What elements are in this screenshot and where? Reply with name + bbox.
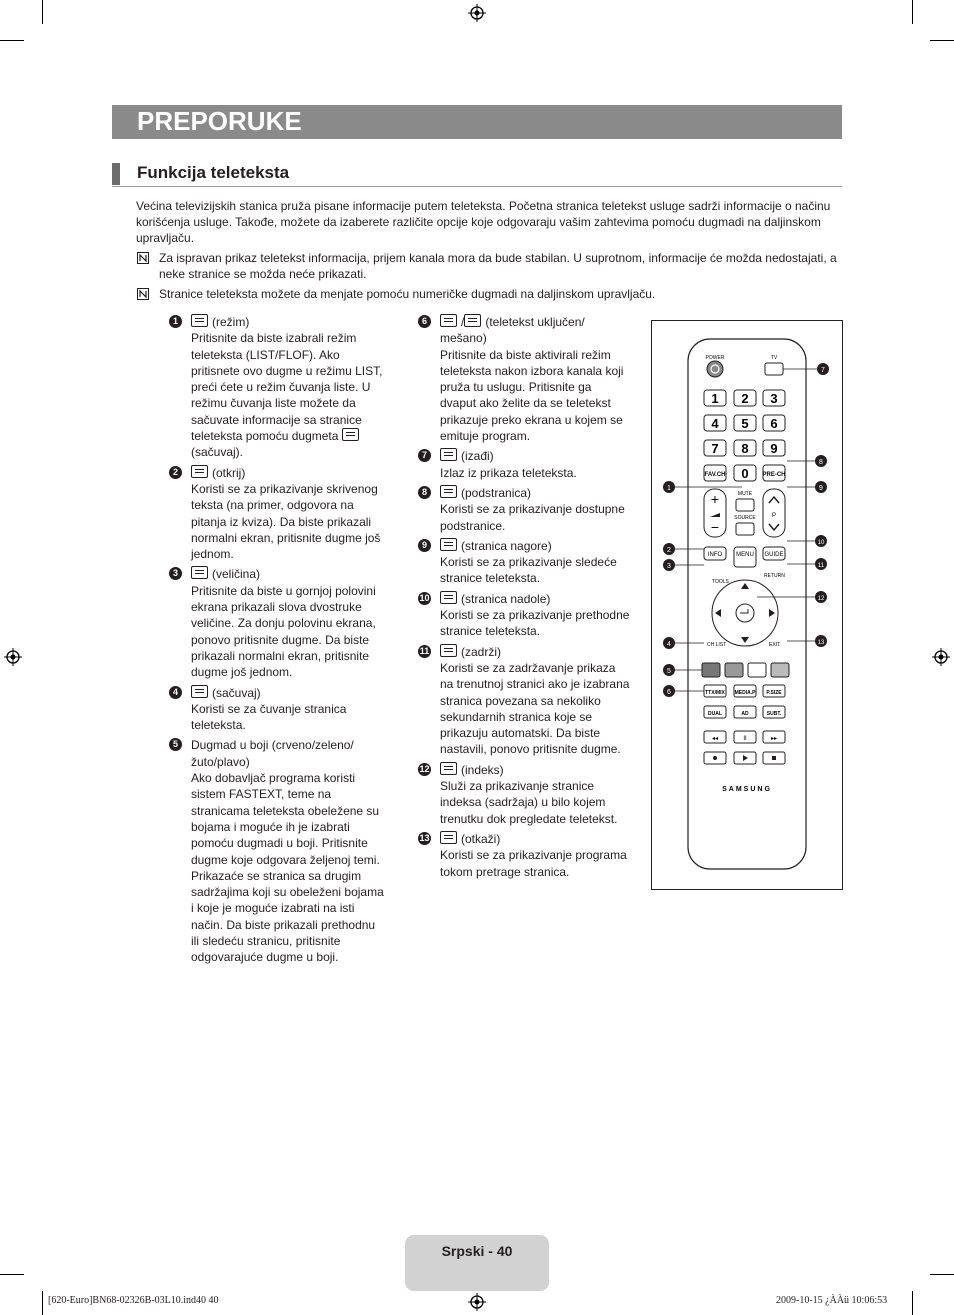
exit-icon [440,448,457,461]
channel-p-label: P [771,513,777,519]
note-text: Stranice teleteksta možete da menjate pomoću numeričke dugmadi na daljinskom upravljaču. [159,287,656,301]
note-text: Za ispravan prikaz teletekst informacija, prijem kanala mora da bude stabilan. U suprotnom, informacije će možda nedostajati, a neke stranice se možda neće prikazati. [159,251,837,281]
digit-label: 2 [741,391,749,406]
item-description: Koristi se za čuvanje stranica teleteksta. [191,701,347,733]
index-icon [440,762,457,775]
page-number-tab [405,1235,549,1291]
page-title-bar [112,105,842,139]
source-label: SOURCE [734,515,756,521]
item-label: (režim) [212,315,250,329]
items-column-right [418,314,630,884]
digit-label: 7 [711,441,719,456]
rewind-icon: ◂◂ [711,736,719,742]
list-item [418,485,630,534]
crop-mark [0,40,24,41]
item-number: 1 [169,315,182,328]
section-marker [112,163,120,185]
ch-list-label: CH LIST [707,642,727,648]
digit-label: 6 [770,416,778,431]
print-slug-left: [620-Euro]BN68-02326B-03L10.ind40 40 [48,1295,219,1306]
red-button [702,663,720,677]
item-label: Dugmad u boji (crveno/zeleno/ žuto/plavo) [191,738,354,769]
tv-label: TV [770,355,778,361]
crop-mark [930,40,954,41]
item-description: Pritisnite da biste u gornjoj polovini ekrana prikazali slova dvostruke veličine. Za donju polovinu ekrana, ponovo pritisnite dugme. Da biste prikazali normalni ekran, pritisnite dugme još jednom. [191,583,376,680]
registration-mark-icon [468,1293,486,1311]
list-item [169,465,384,563]
remote-illustration-frame [651,320,843,890]
item-description: Koristi se za prikazivanje programa tokom pretrage stranica. [440,848,627,879]
list-item: 6 / (teletekst uključen/ mešano) Pritisnite da biste aktivirali režim teleteksta nakon izbora kanala koji pruža tu uslugu. Pritisnite ga dvaput ako želite da se teletekst prikazuje preko ekrana u kojem se emituje program. [418,314,630,444]
item-description: Koristi se za zadržavanje prikaza na trenutnoj stranici ako je izabrana stranica povezana sa nekoliko sekundarnih stranica koje se prikazuju automatski. Da biste nastavili, ponovo pritisnite dugme. [440,660,630,757]
item-number: 7 [418,449,431,462]
digit-label: 8 [741,441,749,456]
mute-label: MUTE [737,491,753,497]
ad-label: AD [741,711,749,717]
item-number: 9 [418,539,431,552]
note-icon [137,252,149,264]
item-label: (izađi) [461,449,494,464]
list-item [418,591,630,640]
item-number: 3 [169,567,182,580]
remote-illustration [652,321,842,889]
callout-number: 8 [819,459,823,466]
item-label: (veličina) [212,567,261,582]
sub-page-icon [440,485,457,498]
item-number: 4 [169,686,182,699]
digit-label: 9 [770,441,778,456]
intro-paragraph: Većina televizijskih stanica pruža pisane informacije putem teleteksta. Početna stranica teletekst usluge sadrži informacije o načinu korišćenja usluge. Takođe, možete da izaberete različite opcije koje odgovaraju vašim zahtevima pomoću dugmadi na daljinskom upravljaču. [136,199,831,245]
hold-icon [440,644,457,657]
stop-icon [772,756,776,760]
fav-ch-label: FAV.CH [704,472,726,478]
section-divider [112,186,842,187]
cancel-icon [440,831,457,844]
section-title: Funkcija teleteksta [137,163,290,182]
item-description: Izlaz iz prikaza teleteksta. [440,465,577,480]
registration-mark-icon [932,648,950,666]
forward-icon: ▸▸ [770,736,778,742]
items-column-left [169,314,384,970]
item-description: Ako dobavljač programa koristi sistem FASTEXT, teme na stranicama teleteksta obeležene su bojama i moguće ih je izabrati pomoću dugmadi u boji. Pritisnite dugme koje odgovara željenoj temi. Prikazaće se stranica sa drugim sadržajima koji su obeleženi bojama i koje je moguće izabrati na isti način. Da biste prikazali prethodnu ili sledeću stranicu, pritisnite odgovarajuće dugme u boji. [191,771,384,965]
blue-button [771,663,789,677]
subt-label: SUBT. [766,711,782,717]
item-label: (stranica nagore) [461,538,552,553]
volume-down-icon: − [710,519,720,535]
print-slug-right: 2009-10-15 ¿ÀÀü 10:06:53 [776,1295,888,1306]
item-number: 2 [169,466,182,479]
item-number: 13 [419,832,430,843]
list-item [169,314,384,461]
dual-label: DUAL [708,711,722,717]
power-icon [707,361,723,377]
media-p-label: MEDIA.P [734,690,756,696]
list-item [418,831,630,880]
item-number: 10 [419,592,430,603]
mix-icon [464,314,481,327]
item-number: 6 [418,315,431,328]
reveal-icon [191,465,208,478]
list-item [418,644,630,758]
item-description: Koristi se za prikazivanje dostupne podstranice. [440,502,625,533]
digit-label: 1 [711,391,719,406]
item-number: 12 [419,763,430,774]
tools-label: TOOLS [712,579,729,585]
item-description: Koristi se za prikazivanje sledeće stranice teleteksta. [440,555,617,586]
list-item [169,737,384,965]
info-label: INFO [707,552,723,558]
registration-mark-icon [468,4,486,22]
item-number: 11 [419,645,430,656]
source-button [736,523,754,535]
page-down-icon [440,591,457,604]
list-item [418,448,630,481]
item-description-tail: (sačuvaj). [191,445,244,460]
size-icon [191,566,208,579]
page-up-icon [440,538,457,551]
brand-logo: SAMSUNG [722,786,772,793]
list-item [169,685,384,734]
item-label: (podstranica) [461,485,532,500]
store-icon [342,428,359,441]
pre-ch-label: PRE-CH [762,472,786,478]
note-icon [137,288,149,300]
callout-number: 2 [667,547,671,554]
menu-label: MENU [736,552,754,558]
store-icon [191,685,208,698]
item-label: (otkaži) [461,831,501,846]
exit-label: EXIT [769,642,781,648]
callout-number: 12 [817,596,825,602]
callout-number: 7 [821,367,825,374]
item-label: (otkrij) [212,465,246,480]
callout-number: 9 [819,485,823,492]
crop-mark [0,1274,24,1275]
list-item [418,538,630,587]
p-size-label: P.SIZE [766,690,782,696]
list-item [169,566,384,680]
registration-mark-icon [4,648,22,666]
mute-button [736,499,754,511]
record-icon [713,756,717,760]
item-description-text: Pritisnite da biste izabrali režim teleteksta (LIST/FLOF). Ako pritisnete ovo dugme u režimu LIST, preći ćete u režim čuvanja liste. U režimu čuvanja liste možete da sačuvate informacije sa stranice teleteksta pomoću dugmeta [191,331,383,444]
pause-icon: II [743,736,747,742]
callout-number: 5 [667,668,671,675]
item-label: (stranica nadole) [461,591,551,606]
crop-mark [930,1274,954,1275]
digit-label: 3 [770,391,778,406]
item-description [191,330,384,460]
return-label: RETURN [764,573,785,579]
list-item [418,762,630,827]
item-number: 8 [418,486,431,499]
item-description: Služi za prikazivanje stranice indeksa (sadržaja) u bilo kojem trenutku dok pregledate teletekst. [440,779,618,826]
callout-number: 6 [667,689,671,696]
callout-number: 4 [667,641,671,648]
item-description: Koristi se za prikazivanje skrivenog teksta (na primer, odgovora na pitanja iz kviza). Da biste prikazali normalni ekran, pritisnite dugme još jednom. [191,481,381,562]
digit-label: 4 [711,416,719,431]
volume-up-icon: + [710,491,720,507]
digit-label: 5 [741,416,749,431]
callout-number: 13 [817,640,825,646]
yellow-button [748,663,766,677]
crop-mark [912,0,913,24]
crop-mark [912,1291,913,1315]
item-number: 5 [169,738,182,751]
crop-mark [42,1291,43,1315]
item-label: (teletekst uključen/ mešano) [440,315,585,346]
callout-number: 1 [667,485,671,492]
teletext-on-icon [440,314,457,327]
crop-mark [42,0,43,24]
item-label: (zadrži) [461,644,502,659]
callout-number: 3 [667,563,671,570]
green-button [725,663,743,677]
digit-label: 0 [741,466,749,481]
item-label: (sačuvaj) [212,685,261,700]
ttx-mix-label: TTX/MIX [705,690,725,696]
callout-number: 10 [817,540,825,546]
power-label: POWER [705,355,725,361]
page-title: PREPORUKE [137,106,302,136]
mode-icon [191,314,208,327]
item-label: (indeks) [461,762,504,777]
callout-number: 11 [817,563,825,569]
page-number: Srpski - 40 [441,1243,513,1259]
item-description: Pritisnite da biste aktivirali režim teleteksta nakon izbora kanala koji pruža tu uslugu. Pritisnite ga dvaput ako želite da se teletekst prikazuje preko ekrana u kojem se emituje program. [440,347,624,444]
guide-label: GUIDE [764,552,784,558]
tv-button [765,363,783,375]
item-description: Koristi se za prikazivanje prethodne stranice teleteksta. [440,608,630,639]
